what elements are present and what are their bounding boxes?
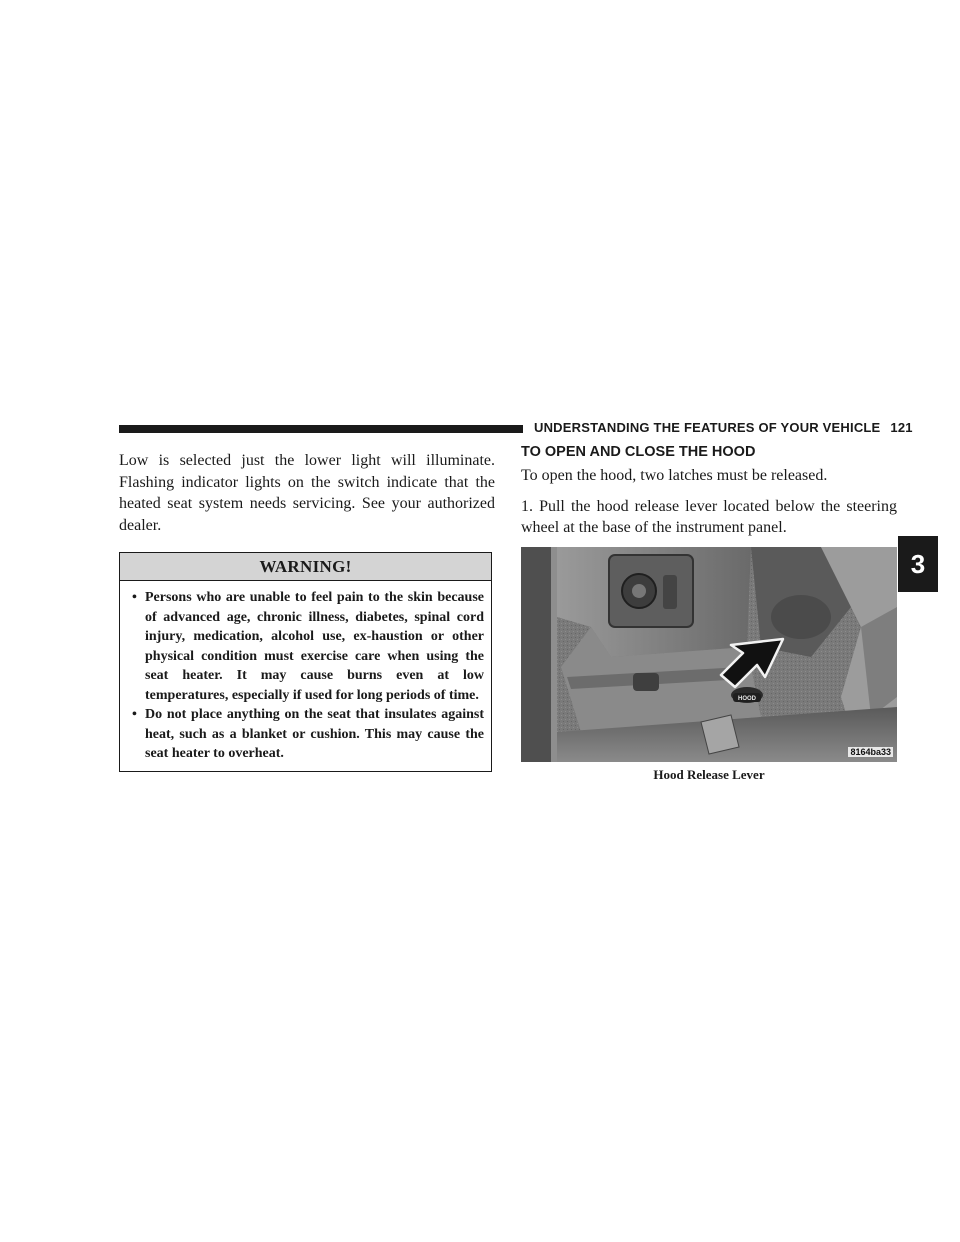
- warning-item-text: Do not place anything on the seat that insulates against heat, such as a blanket or cushion. This may cause the seat heater to overheat.: [145, 707, 484, 761]
- running-header: [534, 420, 913, 435]
- warning-item: [132, 705, 484, 764]
- section-heading: TO OPEN AND CLOSE THE HOOD: [521, 444, 756, 460]
- chapter-tab: 3: [898, 536, 938, 592]
- hood-release-illustration: [521, 547, 897, 762]
- warning-item: [132, 588, 484, 705]
- figure-caption: Hood Release Lever: [653, 766, 765, 782]
- lever-label: HOOD: [738, 695, 756, 702]
- left-column: [119, 450, 495, 772]
- seat-heater-paragraph: Low is selected just the lower light will illuminate. Flashing indicator lights on the switch indicate that the heated seat system needs servicing. See your authorized dealer.: [119, 452, 495, 534]
- warning-list: [120, 581, 491, 771]
- bullet-icon: •: [132, 590, 137, 605]
- bullet-icon: •: [132, 707, 137, 722]
- warning-box: [119, 552, 492, 772]
- hood-intro-paragraph: To open the hood, two latches must be released.: [521, 467, 828, 484]
- right-column: [521, 443, 897, 783]
- page-number: 121: [890, 420, 913, 435]
- header-rule: [119, 425, 523, 433]
- hood-release-photo: [521, 547, 897, 762]
- hood-step-1: 1. Pull the hood release lever located below the steering wheel at the base of the instrument panel.: [521, 497, 897, 536]
- warning-item-text: Persons who are unable to feel pain to the skin because of advanced age, chronic illness, diabetes, spinal cord injury, medication, alcohol use, ex-haustion or other physical condition must exercise care when using the seat heater. It may cause burns even at low temperatures, especially if used for long periods of time.: [145, 590, 484, 703]
- header-title: UNDERSTANDING THE FEATURES OF YOUR VEHICLE: [534, 420, 881, 435]
- figure-code: 8164ba33: [850, 746, 891, 757]
- warning-title: WARNING!: [120, 553, 491, 581]
